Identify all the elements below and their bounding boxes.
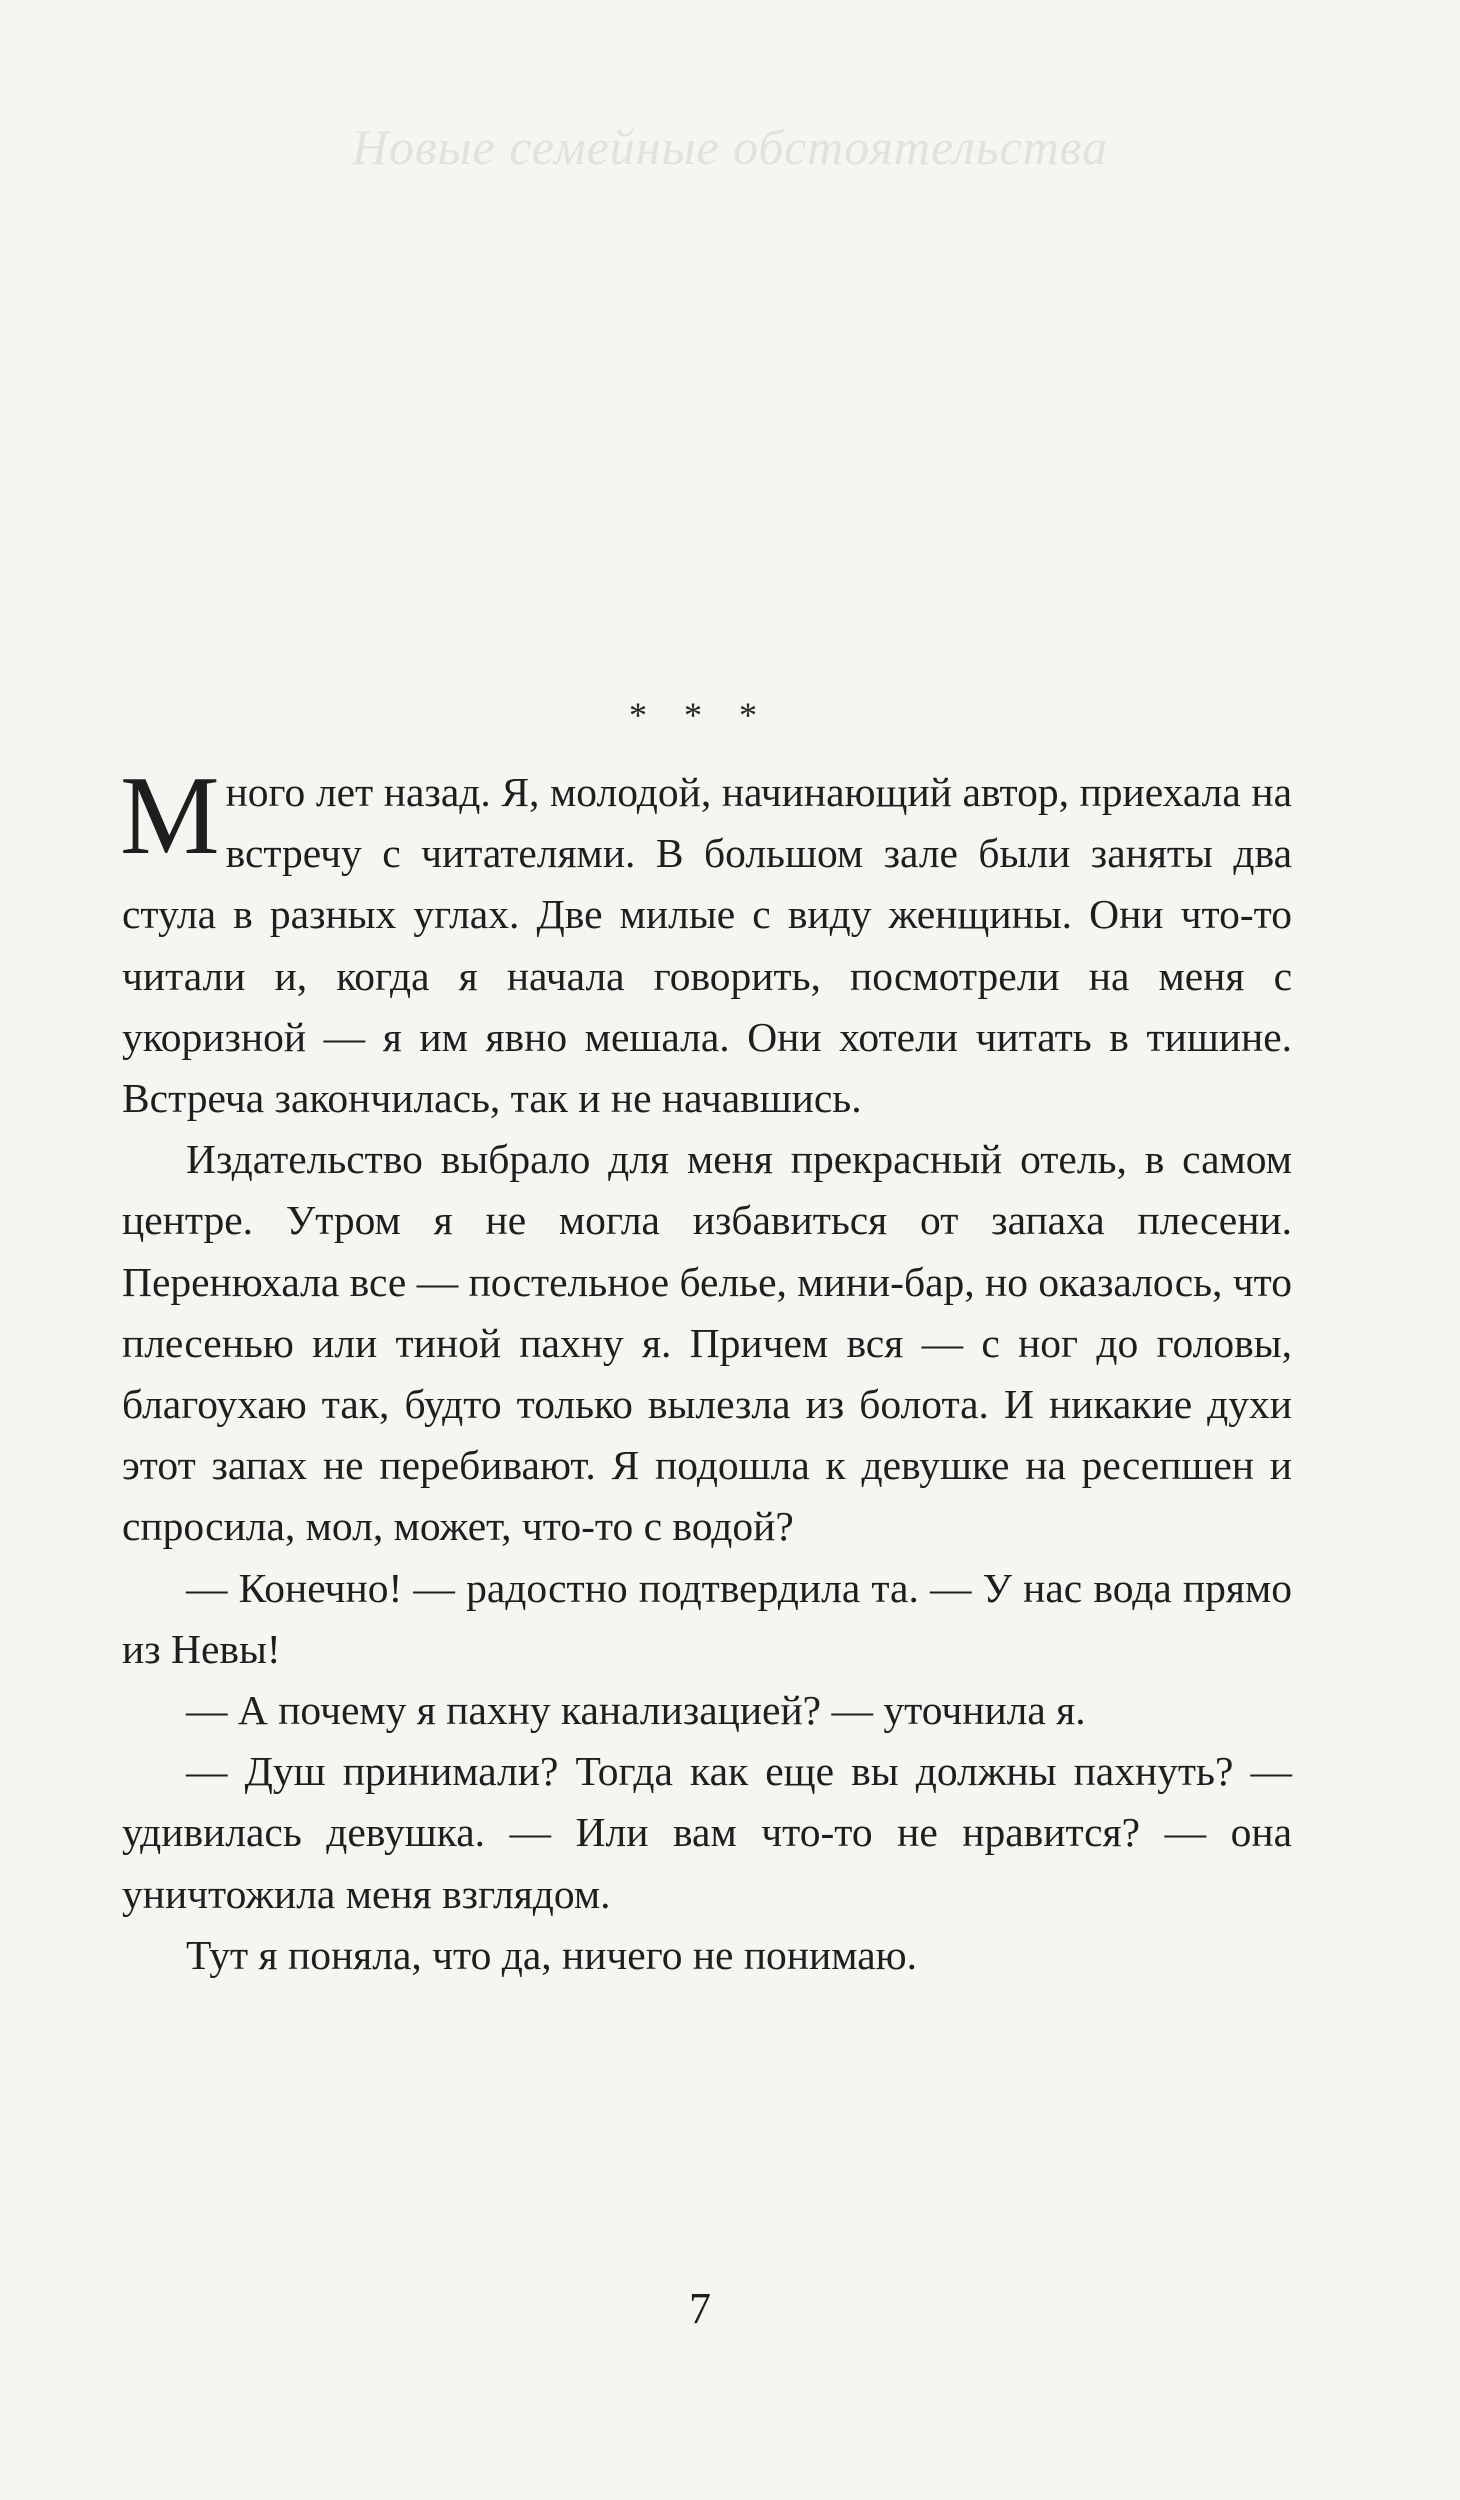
paragraph-3: — Конечно! — радостно подтвердила та. — У нас вода прямо из Невы! [122, 1564, 1292, 1672]
paragraph-6: Тут я поняла, что да, ничего не понимаю. [186, 1931, 917, 1978]
drop-cap: М [120, 754, 220, 878]
bleed-through-header: Новые семейные обстоятельства [351, 119, 1109, 175]
body-text [120, 754, 1293, 1986]
paragraph-1 [120, 754, 1292, 1129]
paragraph-2: Издательство выбрало для меня прекрасный отель, в самом центре. Утром я не могла избавиться от запаха плесени. Перенюхала все — постельное белье, мини-бар, но оказалось, что плесенью или тиной пахну я. Причем вся — с ног до головы, благоухаю так, будто только вылезла из болота. И никакие духи этот запах не перебивают. Я подошла к девушке на ресепшен и спросила, мол, может, что-то с водой? [122, 1136, 1293, 1550]
paragraph-4: — А почему я пахну канализацией? — уточнила я. [186, 1687, 1086, 1734]
page-number: 7 [689, 2284, 711, 2333]
paragraph-5: — Душ принимали? Тогда как еще вы должны пахнуть? — удивилась девушка. — Или вам что-то не нравится? — она уничтожила меня взглядом. [122, 1748, 1292, 1917]
section-separator: * * * [629, 695, 771, 735]
paragraph-1-text: ного лет назад. Я, молодой, начинающий автор, приехала на встречу с читателями. В большом зале были заняты два стула в разных углах. Две милые с виду женщины. Они что-то читали и, когда я начала говорить, посмотрели на меня с укоризной — я им явно мешала. Они хотели читать в тишине. Встреча закончилась, так и не начавшись. [122, 769, 1292, 1122]
